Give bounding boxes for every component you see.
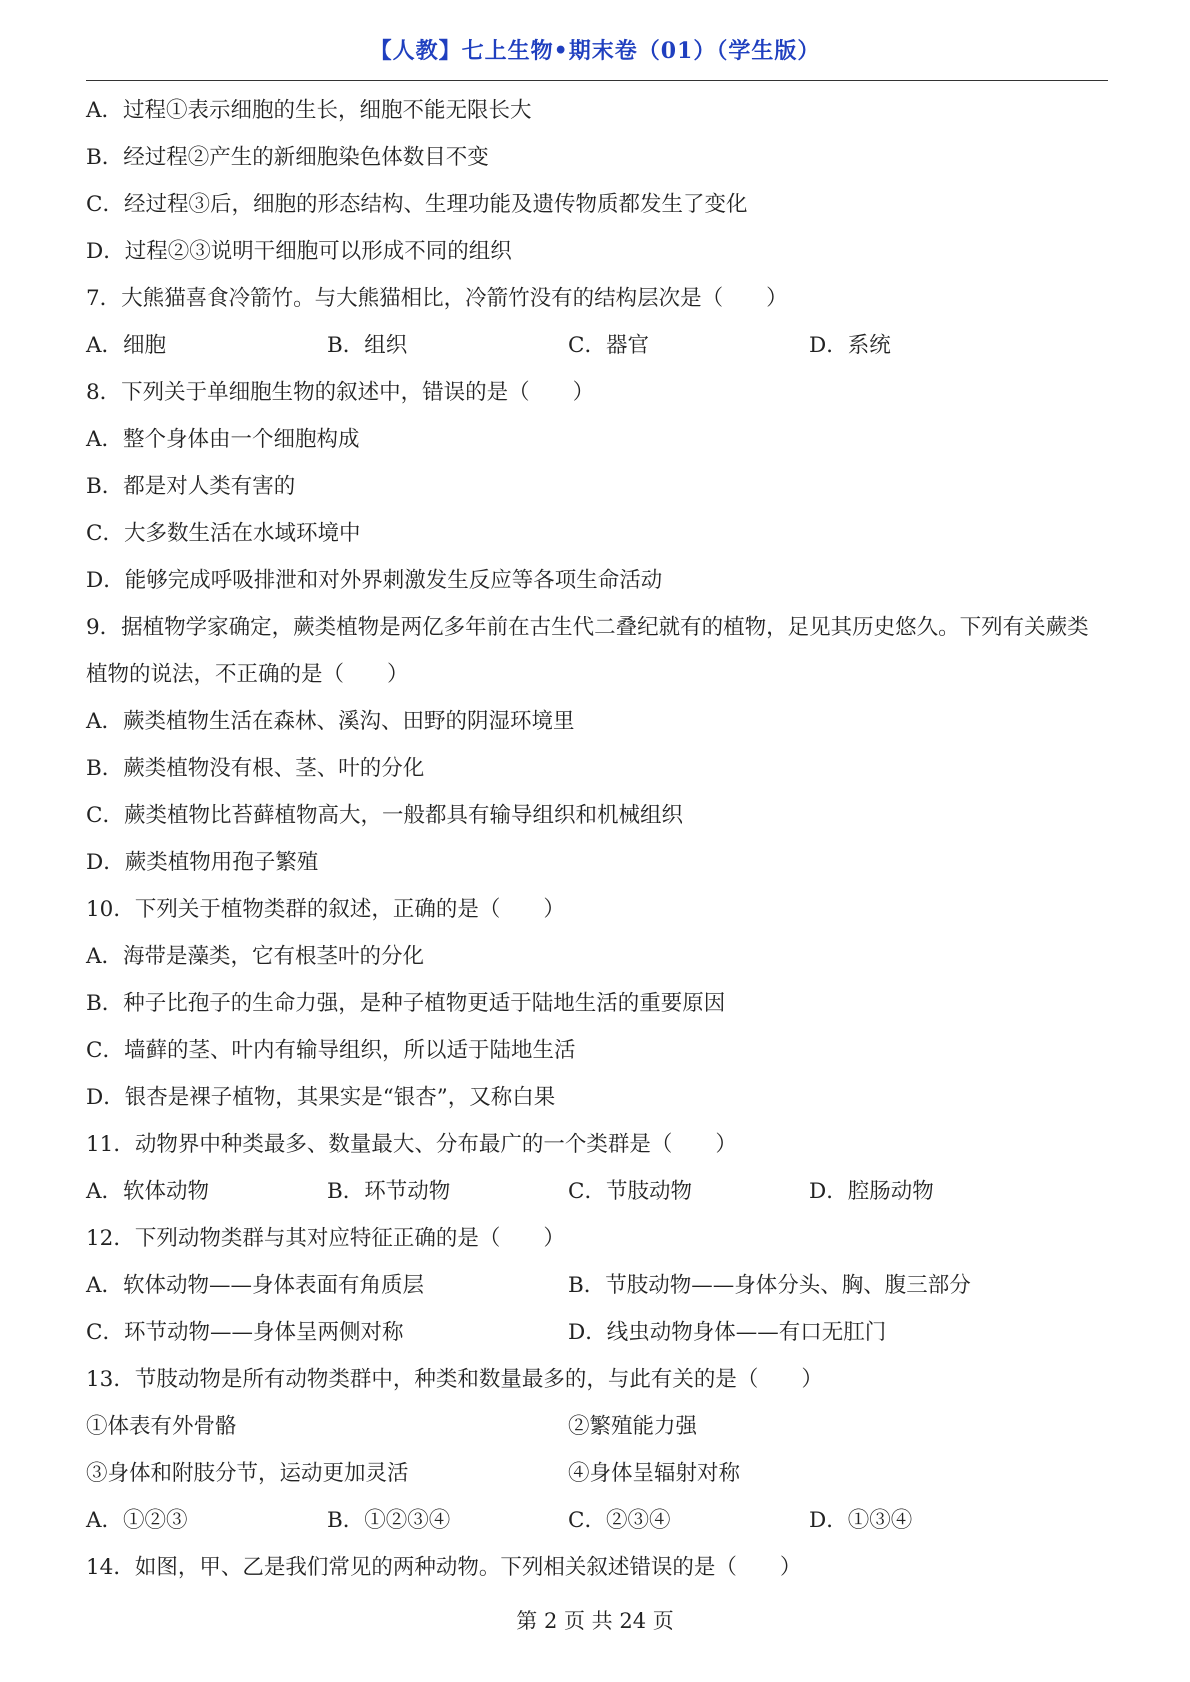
- question-10: 10．下列关于植物类群的叙述，正确的是（ ）: [86, 897, 565, 922]
- question-9: 9．据植物学家确定，蕨类植物是两亿多年前在古生代二叠纪就有的植物，足见其历史悠久。下列有关蕨类植物的说法，不正确的是（ ）: [86, 615, 1089, 687]
- page-header-title: 【人教】七上生物•期末卷（01）（学生版）: [369, 38, 821, 64]
- q12-option-d: D．线虫动物身体——有口无肛门: [568, 1320, 887, 1345]
- q6-option-a: A．过程①表示细胞的生长，细胞不能无限长大: [86, 98, 532, 123]
- q8-option-d: D．能够完成呼吸排泄和对外界刺激发生反应等各项生命活动: [86, 568, 663, 593]
- q7-option-c: C．器官: [568, 333, 649, 358]
- q12-option-a: A．软体动物——身体表面有角质层: [86, 1273, 425, 1298]
- question-content: [86, 87, 1108, 1591]
- q10-option-c: C．墙藓的茎、叶内有输导组织，所以适于陆地生活: [86, 1038, 576, 1063]
- question-8: 8．下列关于单细胞生物的叙述中，错误的是（ ）: [86, 380, 595, 405]
- q12-options-cd: [86, 1309, 1108, 1356]
- page-number-footer: 第 2 页 共 24 页: [516, 1609, 674, 1633]
- q6-option-d: D．过程②③说明干细胞可以形成不同的组织: [86, 239, 512, 264]
- q10-option-a: A．海带是藻类，它有根茎叶的分化: [86, 944, 425, 969]
- q6-option-c: C．经过程③后，细胞的形态结构、生理功能及遗传物质都发生了变化: [86, 192, 748, 217]
- q11-option-b: B．环节动物: [327, 1179, 451, 1204]
- q13-option-d: D．①③④: [809, 1508, 913, 1533]
- q7-option-b: B．组织: [327, 333, 408, 358]
- q10-option-b: B．种子比孢子的生命力强，是种子植物更适于陆地生活的重要原因: [86, 991, 726, 1016]
- q8-option-a: A．整个身体由一个细胞构成: [86, 427, 360, 452]
- question-7: 7．大熊猫喜食冷箭竹。与大熊猫相比，冷箭竹没有的结构层次是（ ）: [86, 286, 788, 311]
- q13-statement-1: ①体表有外骨骼: [86, 1414, 237, 1439]
- q8-option-c: C．大多数生活在水域环境中: [86, 521, 361, 546]
- question-14: 14．如图，甲、乙是我们常见的两种动物。下列相关叙述错误的是（ ）: [86, 1555, 802, 1580]
- q7-option-d: D．系统: [809, 333, 891, 358]
- q9-option-a: A．蕨类植物生活在森林、溪沟、田野的阴湿环境里: [86, 709, 575, 734]
- q9-option-d: D．蕨类植物用孢子繁殖: [86, 850, 319, 875]
- q9-option-c: C．蕨类植物比苔藓植物高大，一般都具有输导组织和机械组织: [86, 803, 683, 828]
- q11-options: [86, 1168, 1108, 1215]
- q7-options: [86, 322, 1108, 369]
- q11-option-d: D．腔肠动物: [809, 1179, 934, 1204]
- q13-statement-3: ③身体和附肢分节，运动更加灵活: [86, 1461, 409, 1486]
- q11-option-c: C．节肢动物: [568, 1179, 692, 1204]
- q13-options: [86, 1497, 1108, 1544]
- header-divider: [86, 80, 1108, 81]
- question-13: 13．节肢动物是所有动物类群中，种类和数量最多的，与此有关的是（ ）: [86, 1367, 823, 1392]
- q11-option-a: A．软体动物: [86, 1179, 210, 1204]
- q13-statements-12: [86, 1403, 1108, 1450]
- q6-option-b: B．经过程②产生的新细胞染色体数目不变: [86, 145, 489, 170]
- q13-option-a: A．①②③: [86, 1508, 188, 1533]
- question-12: 12．下列动物类群与其对应特征正确的是（ ）: [86, 1226, 565, 1251]
- question-11: 11．动物界中种类最多、数量最大、分布最广的一个类群是（ ）: [86, 1132, 737, 1157]
- q13-statement-4: ④身体呈辐射对称: [568, 1461, 741, 1486]
- q13-statements-34: [86, 1450, 1108, 1497]
- q7-option-a: A．细胞: [86, 333, 167, 358]
- q9-option-b: B．蕨类植物没有根、茎、叶的分化: [86, 756, 425, 781]
- q13-option-b: B．①②③④: [327, 1508, 451, 1533]
- q8-option-b: B．都是对人类有害的: [86, 474, 296, 499]
- q13-statement-2: ②繁殖能力强: [568, 1414, 698, 1439]
- q12-options-ab: [86, 1262, 1108, 1309]
- q10-option-d: D．银杏是裸子植物，其果实是“银杏”，又称白果: [86, 1085, 556, 1110]
- q12-option-c: C．环节动物——身体呈两侧对称: [86, 1320, 404, 1345]
- q13-option-c: C．②③④: [568, 1508, 671, 1533]
- q12-option-b: B．节肢动物——身体分头、胸、腹三部分: [568, 1273, 971, 1298]
